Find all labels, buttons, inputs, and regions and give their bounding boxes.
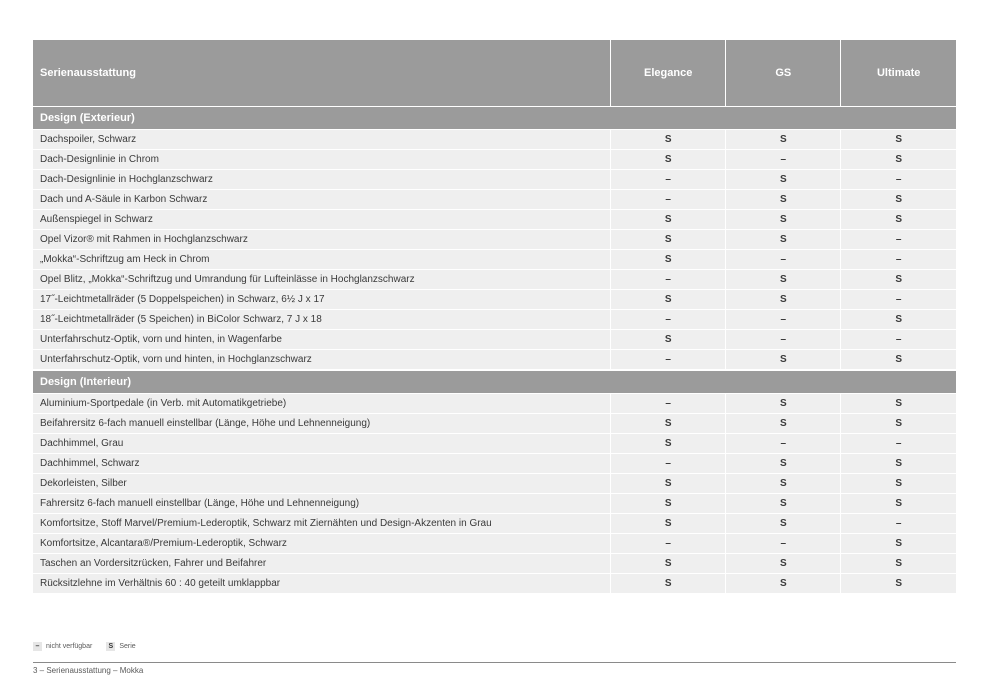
feature-cell: 18˝-Leichtmetallräder (5 Speichen) in BiColor Schwarz, 7 J x 18 <box>33 310 611 330</box>
table-row <box>33 330 956 350</box>
feature-cell: Beifahrersitz 6-fach manuell einstellbar (Länge, Höhe und Lehnenneigung) <box>33 414 611 434</box>
availability-cell: S <box>611 494 726 514</box>
availability-cell: S <box>841 394 956 414</box>
feature-cell: Komfortsitze, Stoff Marvel/Premium-Lederoptik, Schwarz mit Ziernähten und Design-Akzenten in Grau <box>33 514 611 534</box>
table-row <box>33 554 956 574</box>
table-row <box>33 350 956 370</box>
availability-cell: – <box>611 454 726 474</box>
availability-cell: – <box>841 330 956 350</box>
table-row <box>33 310 956 330</box>
availability-cell: S <box>611 514 726 534</box>
feature-cell: Unterfahrschutz-Optik, vorn und hinten, in Hochglanzschwarz <box>33 350 611 370</box>
availability-cell: S <box>726 190 841 210</box>
availability-cell: – <box>726 150 841 170</box>
table-row <box>33 190 956 210</box>
availability-cell: S <box>726 474 841 494</box>
table-row <box>33 414 956 434</box>
feature-cell: Aluminium-Sportpedale (in Verb. mit Automatikgetriebe) <box>33 394 611 414</box>
table-row <box>33 474 956 494</box>
availability-cell: S <box>841 210 956 230</box>
availability-cell: – <box>611 534 726 554</box>
availability-cell: S <box>841 414 956 434</box>
legend-symbol: S <box>106 642 115 651</box>
page-footer: 3 – Serienausstattung – Mokka <box>33 666 144 675</box>
table-row <box>33 170 956 190</box>
availability-cell: S <box>726 290 841 310</box>
availability-cell: – <box>726 330 841 350</box>
availability-cell: S <box>726 494 841 514</box>
legend-item <box>106 642 135 651</box>
availability-cell: S <box>841 554 956 574</box>
availability-cell: S <box>841 190 956 210</box>
availability-cell: – <box>726 250 841 270</box>
availability-cell: S <box>611 414 726 434</box>
table-row <box>33 454 956 474</box>
table-row <box>33 574 956 594</box>
availability-cell: S <box>611 574 726 594</box>
feature-cell: Dach-Designlinie in Hochglanzschwarz <box>33 170 611 190</box>
availability-cell: S <box>611 210 726 230</box>
feature-cell: Dachhimmel, Grau <box>33 434 611 454</box>
legend <box>33 642 150 651</box>
availability-cell: – <box>841 290 956 310</box>
availability-cell: – <box>611 270 726 290</box>
availability-cell: S <box>726 414 841 434</box>
availability-cell: S <box>841 574 956 594</box>
availability-cell: – <box>841 250 956 270</box>
table-row <box>33 250 956 270</box>
table-row <box>33 434 956 454</box>
availability-cell: S <box>611 330 726 350</box>
availability-cell: – <box>841 170 956 190</box>
feature-cell: 17˝-Leichtmetallräder (5 Doppelspeichen) in Schwarz, 6½ J x 17 <box>33 290 611 310</box>
availability-cell: – <box>611 310 726 330</box>
table-row <box>33 150 956 170</box>
feature-cell: Fahrersitz 6-fach manuell einstellbar (Länge, Höhe und Lehnenneigung) <box>33 494 611 514</box>
table-row <box>33 270 956 290</box>
feature-cell: Dekorleisten, Silber <box>33 474 611 494</box>
availability-cell: S <box>841 494 956 514</box>
availability-cell: S <box>841 350 956 370</box>
feature-cell: Dach und A-Säule in Karbon Schwarz <box>33 190 611 210</box>
table-row <box>33 494 956 514</box>
section-title: Design (Exterieur) <box>33 107 956 130</box>
availability-cell: – <box>726 310 841 330</box>
availability-cell: S <box>611 250 726 270</box>
availability-cell: – <box>611 190 726 210</box>
availability-cell: S <box>841 130 956 150</box>
availability-cell: S <box>841 534 956 554</box>
legend-symbol: – <box>33 642 42 651</box>
feature-cell: Dachhimmel, Schwarz <box>33 454 611 474</box>
availability-cell: – <box>841 434 956 454</box>
availability-cell: S <box>841 270 956 290</box>
availability-cell: S <box>726 514 841 534</box>
feature-cell: Opel Vizor® mit Rahmen in Hochglanzschwarz <box>33 230 611 250</box>
availability-cell: S <box>841 454 956 474</box>
availability-cell: – <box>726 434 841 454</box>
feature-cell: Außenspiegel in Schwarz <box>33 210 611 230</box>
trim-header-elegance: Elegance <box>611 40 726 106</box>
availability-cell: S <box>726 554 841 574</box>
availability-cell: – <box>726 534 841 554</box>
availability-cell: S <box>726 394 841 414</box>
availability-cell: S <box>611 290 726 310</box>
feature-cell: Opel Blitz, „Mokka“-Schriftzug und Umrandung für Lufteinlässe in Hochglanzschwarz <box>33 270 611 290</box>
feature-column-header: Serienausstattung <box>33 40 611 106</box>
availability-cell: – <box>611 350 726 370</box>
availability-cell: S <box>726 454 841 474</box>
table-row <box>33 130 956 150</box>
legend-item <box>33 642 92 651</box>
availability-cell: S <box>611 474 726 494</box>
table-row <box>33 394 956 414</box>
availability-cell: S <box>726 270 841 290</box>
availability-cell: – <box>611 394 726 414</box>
section-header <box>33 107 956 130</box>
availability-cell: – <box>611 170 726 190</box>
feature-cell: Rücksitzlehne im Verhältnis 60 : 40 geteilt umklappbar <box>33 574 611 594</box>
availability-cell: S <box>726 170 841 190</box>
equipment-table <box>33 40 956 594</box>
availability-cell: S <box>841 310 956 330</box>
availability-cell: S <box>726 210 841 230</box>
trim-header-ultimate: Ultimate <box>841 40 956 106</box>
feature-cell: Unterfahrschutz-Optik, vorn und hinten, in Wagenfarbe <box>33 330 611 350</box>
table-row <box>33 230 956 250</box>
availability-cell: – <box>841 514 956 534</box>
legend-label: Serie <box>119 643 136 650</box>
availability-cell: S <box>611 554 726 574</box>
availability-cell: S <box>726 230 841 250</box>
availability-cell: S <box>726 130 841 150</box>
feature-cell: Dachspoiler, Schwarz <box>33 130 611 150</box>
feature-cell: Komfortsitze, Alcantara®/Premium-Lederoptik, Schwarz <box>33 534 611 554</box>
feature-cell: „Mokka“-Schriftzug am Heck in Chrom <box>33 250 611 270</box>
section-header <box>33 371 956 394</box>
availability-cell: S <box>841 474 956 494</box>
feature-cell: Dach-Designlinie in Chrom <box>33 150 611 170</box>
table-row <box>33 534 956 554</box>
table-row <box>33 514 956 534</box>
availability-cell: S <box>611 150 726 170</box>
legend-label: nicht verfügbar <box>46 643 93 650</box>
availability-cell: S <box>611 230 726 250</box>
trim-header-gs: GS <box>726 40 841 106</box>
footer-divider <box>33 662 956 663</box>
availability-cell: S <box>611 434 726 454</box>
availability-cell: S <box>726 350 841 370</box>
table-row <box>33 210 956 230</box>
section-title: Design (Interieur) <box>33 371 956 394</box>
availability-cell: S <box>611 130 726 150</box>
availability-cell: S <box>841 150 956 170</box>
availability-cell: – <box>841 230 956 250</box>
table-row <box>33 290 956 310</box>
availability-cell: S <box>726 574 841 594</box>
feature-cell: Taschen an Vordersitzrücken, Fahrer und Beifahrer <box>33 554 611 574</box>
table-header <box>33 40 956 106</box>
